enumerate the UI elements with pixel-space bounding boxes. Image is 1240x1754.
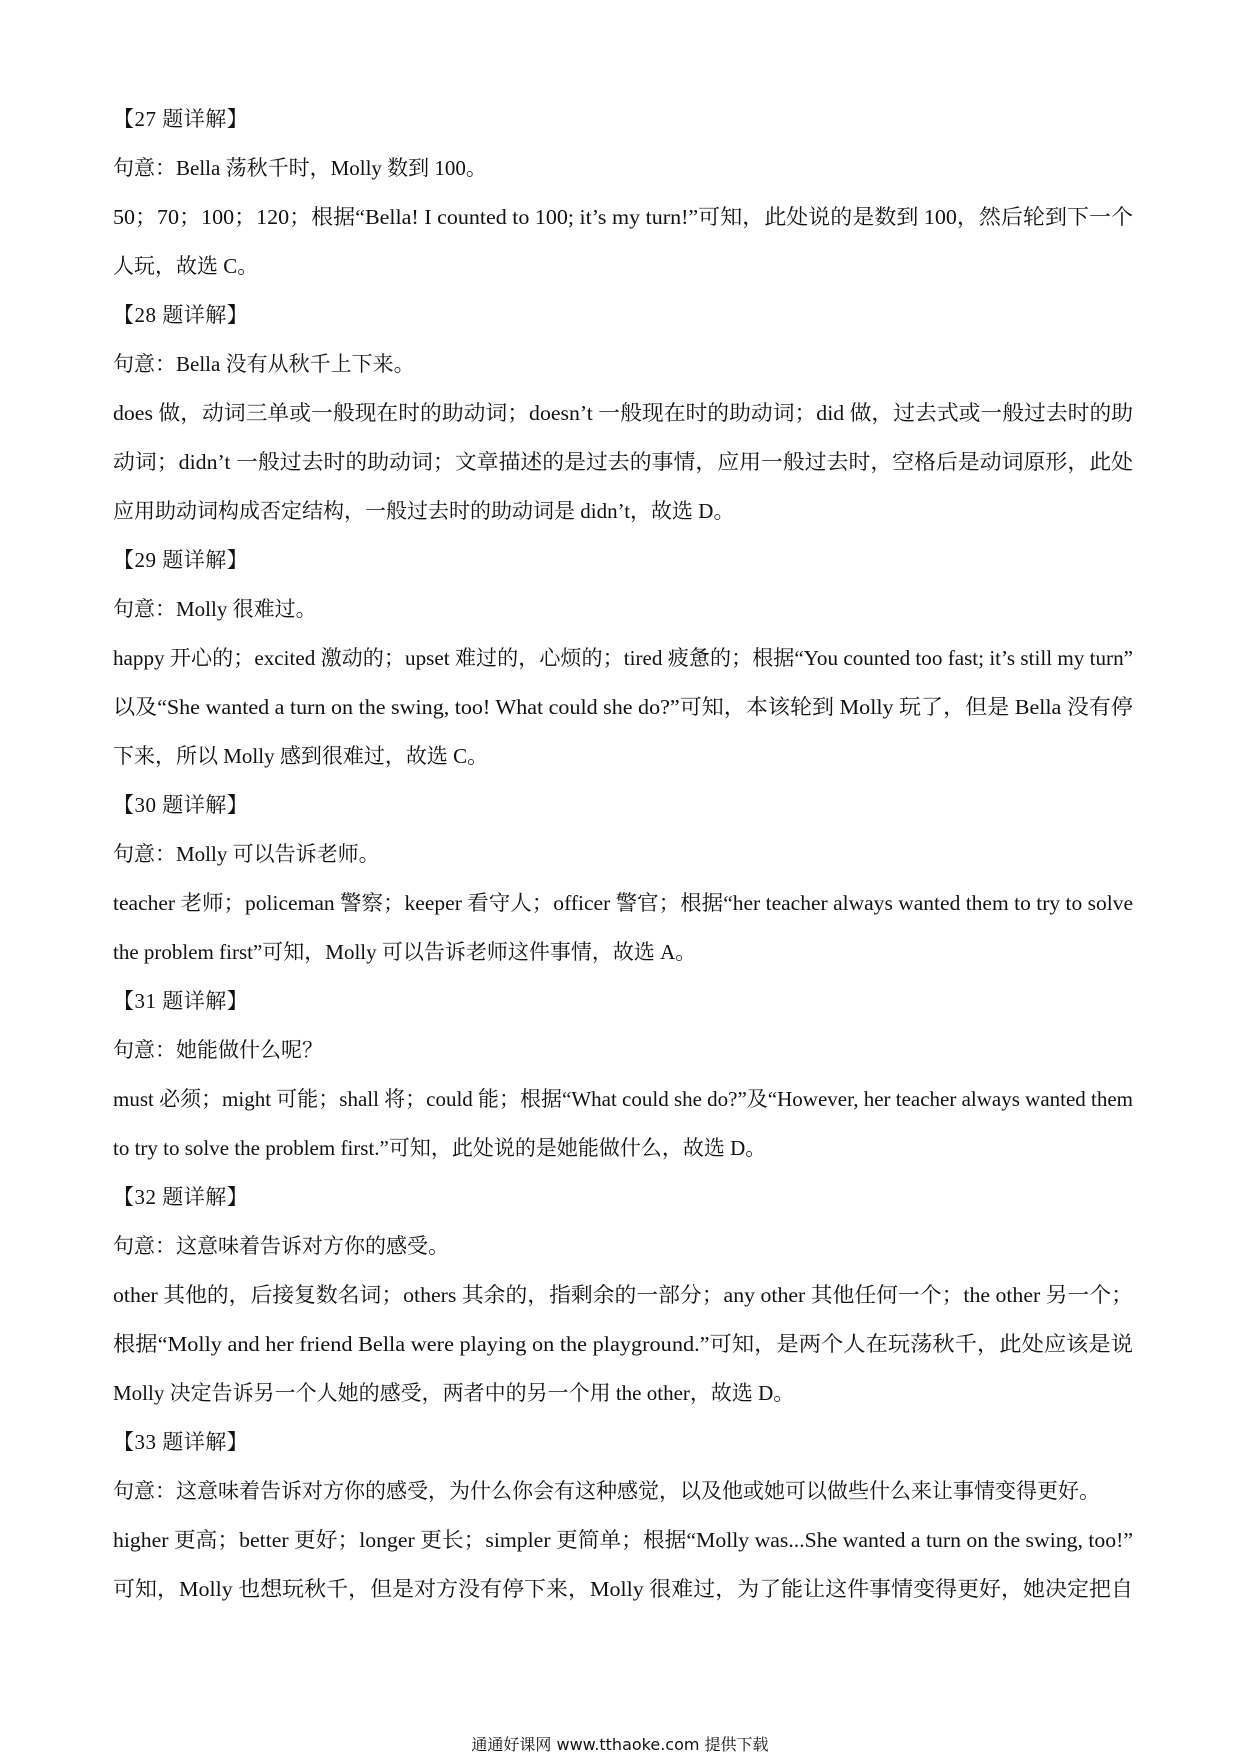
answer-section [113, 536, 1133, 781]
text-line [113, 1026, 1133, 1075]
paragraph [113, 1467, 1133, 1516]
answer-section [113, 291, 1133, 536]
text-line-content: to try to solve the problem first.”可知，此处说的是她能做什么，故选 D。 [113, 1136, 767, 1160]
text-line-content: 以及“She wanted a turn on the swing, too! What could she do?”可知，本该轮到 Molly 玩了，但是 Bella 没有停 [113, 695, 1133, 719]
section-heading-text: 【30 题详解】 [113, 793, 249, 817]
paragraph [113, 879, 1133, 977]
text-line-content: 句意：Bella 没有从秋千上下来。 [113, 352, 415, 376]
text-line-content: does 做，动词三单或一般现在时的助动词；doesn’t 一般现在时的助动词；did 做，过去式或一般过去时的助 [113, 401, 1134, 425]
text-line-content: 句意：Molly 很难过。 [113, 597, 317, 621]
paragraph [113, 1222, 1133, 1271]
section-heading-text: 【32 题详解】 [113, 1185, 249, 1209]
text-line-content: 句意：Bella 荡秋千时，Molly 数到 100。 [113, 156, 487, 180]
paragraph [113, 1271, 1133, 1418]
text-line-content: 人玩，故选 C。 [113, 254, 259, 278]
paragraph [113, 144, 1133, 193]
section-heading-text: 【29 题详解】 [113, 548, 249, 572]
text-line [113, 242, 1133, 291]
text-line-content: 句意：她能做什么呢？ [113, 1038, 323, 1062]
text-line-content: 动词；didn’t 一般过去时的助动词；文章描述的是过去的事情，应用一般过去时，空格后是动词原形，此处 [113, 450, 1133, 474]
text-line [113, 1075, 1133, 1124]
section-heading [113, 781, 1133, 830]
paragraph [113, 830, 1133, 879]
text-line [113, 683, 1133, 732]
page-footer: 通通好课网 www.tthaoke.com 提供下载 [471, 1735, 769, 1754]
text-line [113, 928, 1133, 977]
text-line [113, 1222, 1133, 1271]
text-line [113, 1369, 1133, 1418]
paragraph [113, 634, 1133, 781]
text-line-content: 句意：这意味着告诉对方你的感受，为什么你会有这种感觉，以及他或她可以做些什么来让事情变得更好。 [113, 1479, 1100, 1503]
answer-section [113, 977, 1133, 1173]
text-line-content: 句意：这意味着告诉对方你的感受。 [113, 1234, 449, 1258]
text-line [113, 634, 1133, 683]
section-heading [113, 1173, 1133, 1222]
paragraph [113, 585, 1133, 634]
text-line-content: 可知，Molly 也想玩秋千，但是对方没有停下来，Molly 很难过，为了能让这件事情变得更好，她决定把自 [113, 1577, 1133, 1601]
paragraph [113, 193, 1133, 291]
paragraph [113, 1075, 1133, 1173]
text-line-content: happy 开心的；excited 激动的；upset 难过的，心烦的；tired 疲惫的；根据“You counted too fast; it’s still my turn” [113, 646, 1134, 670]
text-line-content: 根据“Molly and her friend Bella were playing on the playground.”可知，是两个人在玩荡秋千，此处应该是说 [113, 1332, 1133, 1356]
text-line-content: 50；70；100；120；根据“Bella! I counted to 100; it’s my turn!”可知，此处说的是数到 100，然后轮到下一个 [113, 205, 1134, 229]
text-line [113, 340, 1133, 389]
text-line [113, 1271, 1133, 1320]
text-line [113, 1467, 1133, 1516]
text-line [113, 1565, 1133, 1614]
answer-section [113, 1418, 1133, 1614]
text-line-content: Molly 决定告诉另一个人她的感受，两者中的另一个用 the other，故选 D。 [113, 1381, 795, 1405]
document-body [113, 95, 1133, 1614]
text-line [113, 1516, 1133, 1565]
section-heading [113, 536, 1133, 585]
section-heading [113, 977, 1133, 1026]
answer-section [113, 1173, 1133, 1418]
text-line [113, 193, 1133, 242]
text-line [113, 1320, 1133, 1369]
section-heading [113, 95, 1133, 144]
section-heading-text: 【31 题详解】 [113, 989, 249, 1013]
section-heading-text: 【27 题详解】 [113, 107, 249, 131]
text-line-content: 句意：Molly 可以告诉老师。 [113, 842, 380, 866]
paragraph [113, 340, 1133, 389]
section-heading [113, 291, 1133, 340]
text-line [113, 732, 1133, 781]
text-line [113, 830, 1133, 879]
text-line [113, 879, 1133, 928]
text-line-content: must 必须；might 可能；shall 将；could 能；根据“What could she do?”及“However, her teacher always wanted them [113, 1087, 1134, 1111]
paragraph [113, 1516, 1133, 1614]
text-line-content: other 其他的，后接复数名词；others 其余的，指剩余的一部分；any other 其他任何一个；the other 另一个； [113, 1283, 1133, 1307]
text-line-content: the problem first”可知，Molly 可以告诉老师这件事情，故选 A。 [113, 940, 697, 964]
text-line-content: 应用助动词构成否定结构，一般过去时的助动词是 didn’t，故选 D。 [113, 499, 735, 523]
section-heading-text: 【33 题详解】 [113, 1430, 249, 1454]
text-line-content: teacher 老师；policeman 警察；keeper 看守人；officer 警官；根据“her teacher always wanted them to try to solve [113, 891, 1134, 915]
text-line [113, 585, 1133, 634]
section-heading-text: 【28 题详解】 [113, 303, 249, 327]
text-line-content: higher 更高；better 更好；longer 更长；simpler 更简单；根据“Molly was...She wanted a turn on the swing, too!” [113, 1528, 1133, 1552]
text-line [113, 389, 1133, 438]
text-line [113, 487, 1133, 536]
paragraph [113, 1026, 1133, 1075]
answer-section [113, 95, 1133, 291]
text-line [113, 1124, 1133, 1173]
answer-section [113, 781, 1133, 977]
section-heading [113, 1418, 1133, 1467]
text-line-content: 下来，所以 Molly 感到很难过，故选 C。 [113, 744, 489, 768]
paragraph [113, 389, 1133, 536]
text-line [113, 438, 1133, 487]
text-line [113, 144, 1133, 193]
